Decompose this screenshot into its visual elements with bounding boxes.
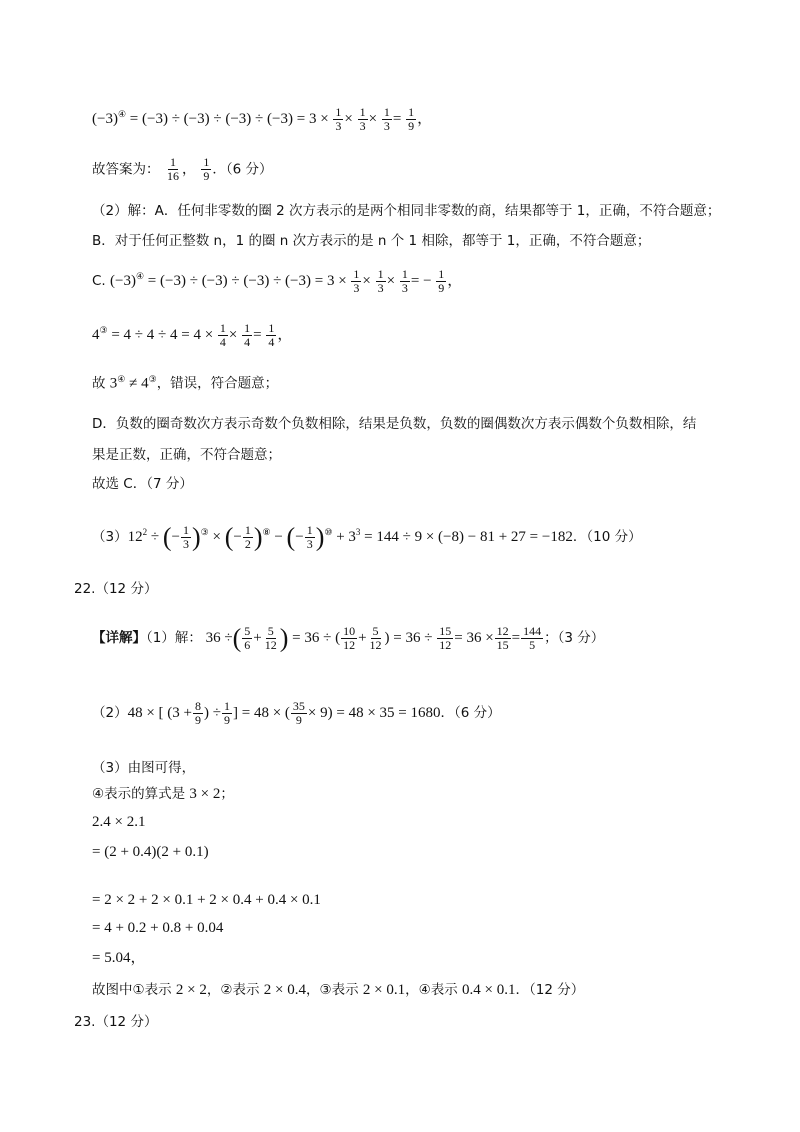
circle-exp: ④ — [117, 109, 127, 119]
fraction: $\frac{1}{3}$ — [401, 267, 408, 296]
choose-C: 故选 C．（7 分） — [92, 476, 193, 492]
fraction: $\frac{1}{3}$ — [335, 105, 342, 134]
part2-A: （2）解：A．任何非零数的圈 2 次方表示的是两个相同非零数的商，结果都等于 1，正确，不符合题意； — [92, 203, 721, 219]
part2-B: B．对于任何正整数 n，1 的圈 n 次方表示的是 n 个 1 相除，都等于 1，正确，不符合题意； — [92, 233, 651, 249]
figure-conclusion: 故图中①表示 2 × 2，②表示 2 × 0.4，③表示 2 × 0.1，④表示 0.4 × 0.1．（12 分） — [92, 982, 585, 998]
conclusion-C: 故 3④ ≠ 4③，错误，符合题意； — [92, 375, 279, 392]
formula-4: ④表示的算式是 3 × 2； — [92, 786, 234, 802]
calc-line-4: = 4 + 0.2 + 0.8 + 0.04 — [92, 920, 224, 936]
fraction: $\frac{1}{4}$ — [268, 321, 275, 350]
calc-line-2: = (2 + 0.4)(2 + 0.1) — [92, 844, 209, 860]
part2-D-cont: 果是正数，正确，不符合题意； — [92, 447, 281, 463]
q22-part3: （3）由图可得， — [92, 760, 196, 776]
part3-calc: $(3)12^2$ ÷ (− $\frac{1}{3}$ )③ × (− $\frac{1}{2}$ )⑧ − (− $\frac{1}{3}$ )$^⑩ + 3^3 = 144 \div 9 \times (-8) - 81 + 27 = -182$．（10 分） — [92, 522, 642, 552]
calc-line-5: = 5.04， — [92, 950, 146, 966]
eq-neg3-circle4: (−3)④ = (−3) ÷ (−3) ÷ (−3) ÷ (−3) = 3 × $\frac{1}{3}$ × $\frac{1}{3}$ × $\frac{1}{3}$ = $\frac{1}{9}$ ， — [92, 105, 433, 134]
answer-line: 故答案为： $\frac{1}{16}$ ， $\frac{1}{9}$ ．（6 分） — [92, 155, 273, 183]
calc-line-1: 2.4 × 2.1 — [92, 814, 146, 830]
expr: = (−3) ÷ (−3) ÷ (−3) ÷ (−3) = 3 × — [126, 111, 329, 127]
base: (−3) — [92, 111, 118, 127]
fraction: $\frac{1}{3}$ — [383, 105, 390, 134]
q22-part2: （2）48 × [ (3 + $\frac{8}{9}$ ) ÷ $\frac{1}{9}$ ] = 48 × ( $\frac{35}{9}$ × 9) = 48 × 35 = 1680．（6 分） — [92, 699, 501, 727]
fraction: $\frac{1}{3}$ — [353, 267, 360, 296]
q22-part1: 【详解】（1）解： 36 ÷( $\frac{5}{6}$ + $\frac{5}{12}$ ) = 36 ÷ ( $\frac{10}{12}$ + $\frac{5}{12}$ ) = 36 ÷ $\frac{15}{12}$ = 36 × $\frac{12}{15}$ = $\frac{144}{5}$ ；（3 分） — [92, 623, 605, 653]
fraction: $\frac{1}{4}$ — [244, 321, 251, 350]
fraction: $\frac{1}{3}$ — [377, 267, 384, 296]
q22-heading: 22.（12 分） — [74, 581, 158, 597]
fraction: $\frac{1}{16}$ — [166, 155, 179, 183]
part2-D: D．负数的圈奇数次方表示奇数个负数相除，结果是负数，负数的圈偶数次方表示偶数个负数相除，结 — [92, 416, 697, 432]
fraction: $\frac{1}{9}$ — [203, 155, 210, 183]
fraction: $\frac{1}{4}$ — [219, 321, 226, 350]
calc-line-3: = 2 × 2 + 2 × 0.1 + 2 × 0.4 + 0.4 × 0.1 — [92, 892, 321, 908]
part2-C: C. (−3)④ = (−3) ÷ (−3) ÷ (−3) ÷ (−3) = 3 × $\frac{1}{3}$ × $\frac{1}{3}$ × $\frac{1}{3}$ = − $\frac{1}{9}$ ， — [92, 267, 463, 296]
fraction: $\frac{1}{3}$ — [359, 105, 366, 134]
q23-heading: 23.（12 分） — [74, 1014, 158, 1030]
eq-4-circle3: 4③ = 4 ÷ 4 ÷ 4 = 4 × $\frac{1}{4}$ × $\frac{1}{4}$ = $\frac{1}{4}$ ， — [92, 321, 293, 350]
fraction: $\frac{1}{9}$ — [408, 105, 415, 134]
fraction: $\frac{1}{9}$ — [438, 267, 445, 296]
